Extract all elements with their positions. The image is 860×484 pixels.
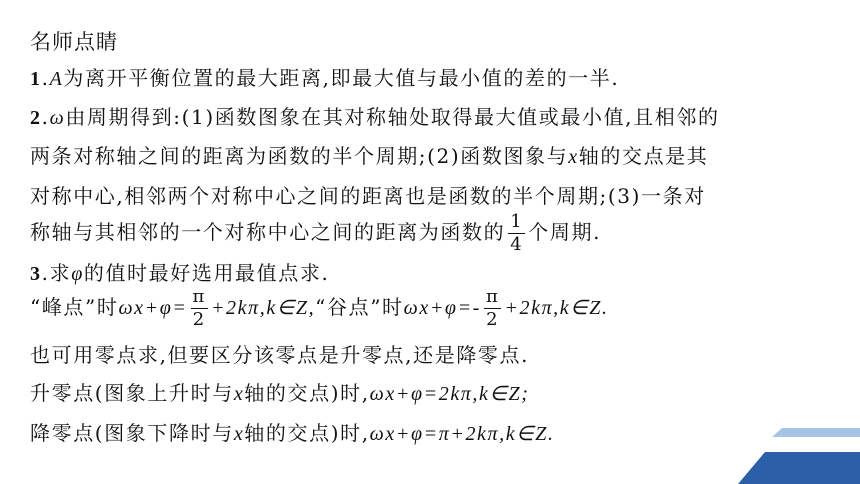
point-text: 称轴与其相邻的一个对称中心之间的距离为函数的 (30, 220, 506, 244)
point-number: 2 (30, 107, 42, 129)
point-number: 1 (30, 68, 42, 90)
math-var-x: x (568, 146, 579, 168)
point-dot: . (41, 66, 50, 90)
point-dot: . (41, 261, 50, 285)
peak-label: “峰点”时 (30, 295, 119, 319)
valley-rest: +2kπ,k∈Z. (504, 297, 609, 319)
point-text: 个周期. (528, 220, 602, 244)
math-var-omega: ω (49, 107, 66, 129)
point-text: 求 (49, 261, 72, 285)
valley-expression: ωx+φ=- (403, 297, 481, 319)
section-title: 名师点睛 (30, 30, 118, 54)
math-var-phi: φ (71, 263, 84, 285)
peak-rest: +2kπ,k∈Z, (210, 297, 316, 319)
rising-text: 轴的交点)时, (244, 381, 370, 405)
fraction-denominator: 2 (486, 309, 500, 330)
math-var-x: x (233, 423, 245, 445)
point-text: 由周期得到:(1)函数图象在其对称轴处取得最大值或最小值,且相邻的 (65, 105, 720, 129)
point-dot: . (41, 105, 50, 129)
point-2-line-3: 对称中心,相邻两个对称中心之间的距离也是函数的半个周期;(3)一条对 (30, 184, 706, 208)
corner-band-dark (738, 452, 860, 484)
point-text: 为离开平衡位置的最大距离,即最大值与最小值的差的一半. (63, 66, 620, 90)
fraction-numerator: π (192, 286, 206, 307)
fraction-numerator: π (485, 286, 500, 307)
point-text: 两条对称轴之间的距离为函数的半个周期;(2)函数图象与 (30, 144, 569, 168)
math-var-a: A (49, 68, 64, 90)
fraction-numerator: 1 (510, 211, 524, 232)
math-var-x: x (233, 383, 245, 405)
fraction-denominator: 4 (510, 234, 524, 255)
rising-text: 升零点(图象上升时与 (30, 381, 234, 405)
peak-expression: ωx+φ= (118, 297, 188, 319)
valley-label: “谷点”时 (315, 295, 404, 319)
falling-text: 降零点(图象下降时与 (30, 421, 234, 445)
fraction-denominator: 2 (192, 309, 206, 330)
falling-expression: ωx+φ=π+2kπ,k∈Z. (369, 423, 555, 445)
zero-point-line: 也可用零点求,但要区分该零点是升零点,还是降零点. (30, 343, 530, 367)
point-number: 3 (30, 263, 42, 285)
corner-band-light (772, 428, 860, 437)
point-text: 轴的交点是其 (578, 144, 709, 168)
point-text: 的值时最好选用最值点求. (83, 261, 330, 285)
rising-expression: ωx+φ=2kπ,k∈Z; (369, 383, 530, 405)
falling-text: 轴的交点)时, (244, 421, 370, 445)
